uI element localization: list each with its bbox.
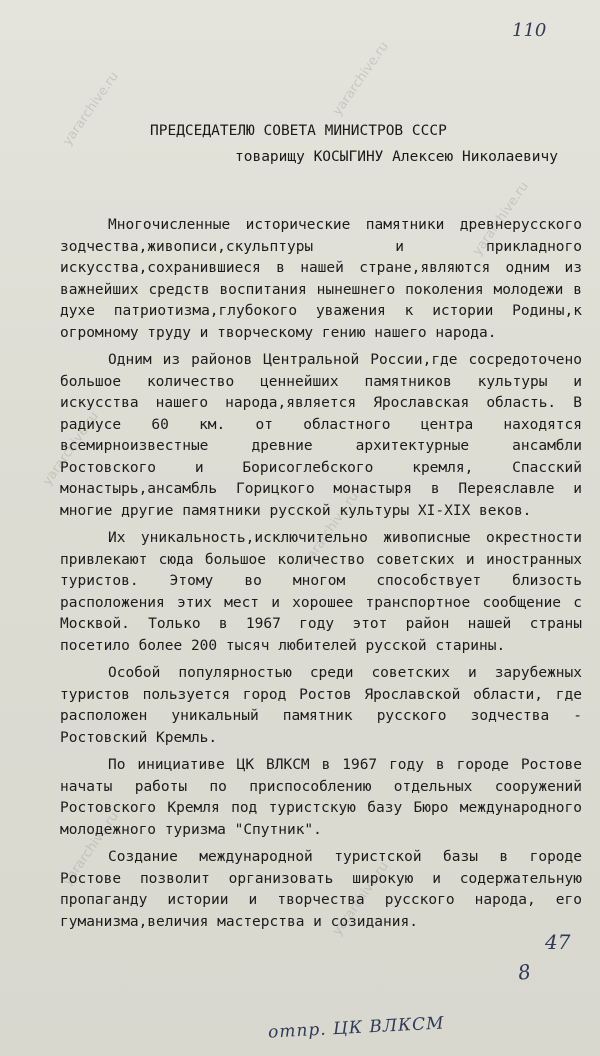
handwritten-note: 47: [545, 930, 571, 954]
watermark: yararchive.ru: [470, 179, 532, 259]
letter-body: [60, 215, 582, 939]
page-number: 110: [512, 20, 547, 41]
watermark: yararchive.ru: [330, 859, 392, 939]
paragraph: Многочисленные исторические памятники древнерусского зодчества,живописи,скульптуры и прикладного искусства,сохранившиеся в нашей стране,являются одним из важнейших средств воспитания нынешнего поколения молодежи в духе патриотизма,глубокого уважения к истории Родины,к огромному труду и творческому гению нашего народа.: [60, 217, 582, 341]
watermark: yararchive.ru: [40, 409, 102, 489]
paragraph: Одним из районов Центральной России,где сосредоточено большое количество ценнейших памятников культуры и искусства нашего народа,является Ярославская область. В радиусе 60 км. от областного центра находятся всемирноизвестные древние архитектурные ансамбли Ростовского и Борисоглебского кремля, Спасский монастырь,ансамбль Горицкого монастыря в Переяславле и многие другие памятники русской культуры XI-XIX веков.: [60, 352, 582, 519]
watermark: yararchive.ru: [300, 489, 362, 569]
watermark: yararchive.ru: [330, 39, 392, 119]
paragraph: Особой популярностью среди советских и зарубежных туристов пользуется город Ростов Ярославской области, где расположен уникальный памятник русского зодчества - Ростовский Кремль.: [60, 665, 582, 746]
paragraph: По инициативе ЦК ВЛКСМ в 1967 году в городе Ростове начаты работы по приспособлению отдельных сооружений Ростовского Кремля под туристскую базу Бюро международного молодежного туризма "Спутник".: [60, 757, 582, 838]
addressee-name: товарищу КОСЫГИНУ Алексею Николаевичу: [235, 149, 559, 165]
handwritten-note: 8: [516, 959, 533, 985]
paragraph: Создание международной туристской базы в городе Ростове позволит организовать широкую и содержательную пропаганду истории и творчества русского народа, его гуманизма,величия мастерства и созидания.: [60, 849, 582, 930]
addressee-block: [60, 118, 600, 170]
handwritten-routing-note: отпр. ЦК ВЛКСМ: [267, 1013, 446, 1043]
watermark: yararchive.ru: [60, 69, 122, 149]
paragraph: Их уникальность,исключительно живописные окрестности привлекают сюда большое количество советских и иностранных туристов. Этому во многом способствует близость расположения этих мест и хорошее транспортное сообщение с Москвой. Только в 1967 году этот район нашей страны посетило более 200 тысяч любителей русской старины.: [60, 530, 582, 654]
addressee-title: ПРЕДСЕДАТЕЛЮ СОВЕТА МИНИСТРОВ СССР: [150, 123, 447, 139]
watermark: yararchive.ru: [60, 809, 122, 889]
